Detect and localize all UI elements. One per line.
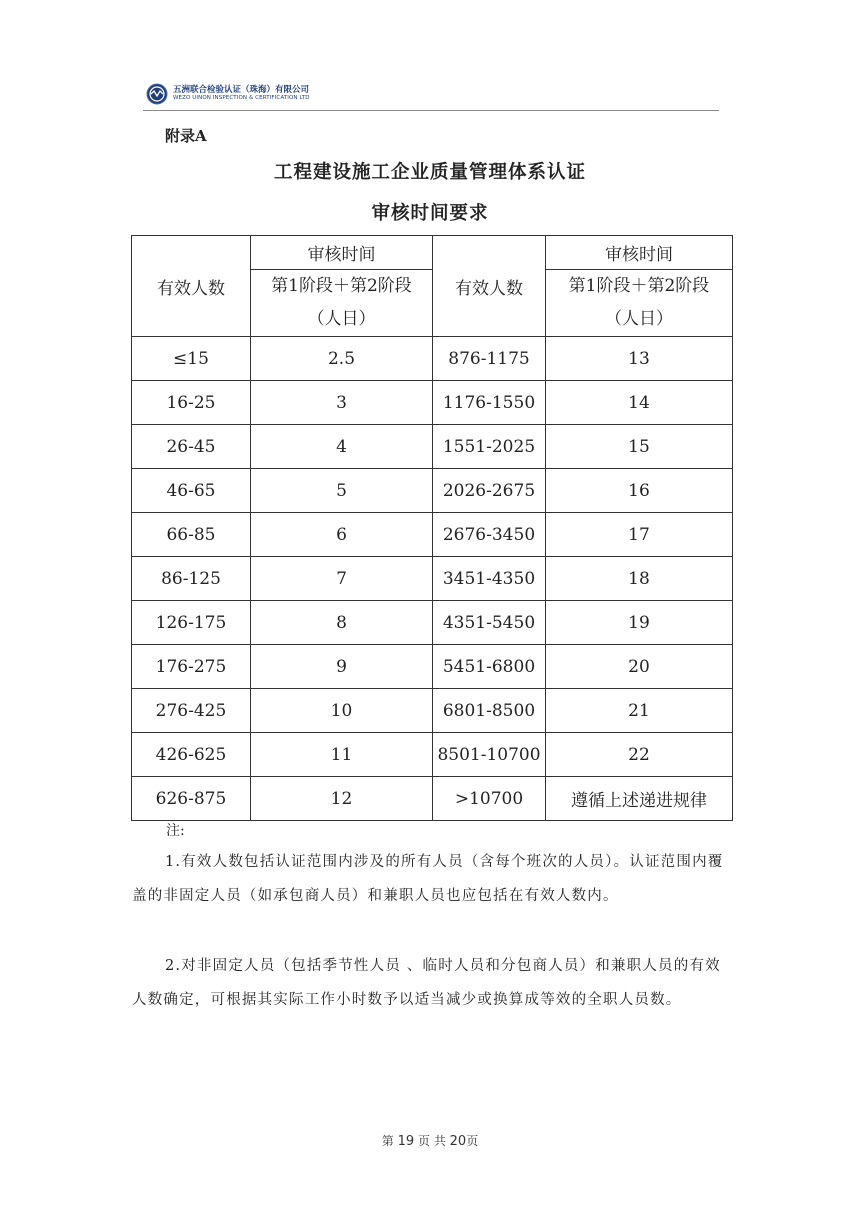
note-2: 2.对非固定人员（包括季节性人员 、临时人员和分包商人员）和兼职人员的有效人数确定，可根据其实际工作小时数予以适当减少或换算成等效的全职人员数。 xyxy=(132,958,721,1008)
document-subtitle: 审核时间要求 xyxy=(371,203,489,224)
footer-suffix: 页 xyxy=(466,1134,479,1148)
header-effective-persons: 有效人数 xyxy=(433,236,546,337)
cell-effective-persons: 5451-6800 xyxy=(433,645,546,689)
company-name-en: WEZO UINON INSPECTION & CERTIFICATION LTD xyxy=(173,95,310,101)
table-row xyxy=(132,601,733,645)
cell-effective-persons: 2026-2675 xyxy=(433,469,546,513)
cell-audit-days: 17 xyxy=(546,513,733,557)
cell-audit-days: 20 xyxy=(546,645,733,689)
table-row xyxy=(132,689,733,733)
cell-audit-days: 9 xyxy=(251,645,433,689)
header-stage: 第1阶段＋第2阶段 xyxy=(271,276,412,296)
cell-effective-persons: 3451-4350 xyxy=(433,557,546,601)
cell-effective-persons: 876-1175 xyxy=(433,337,546,381)
company-logo-icon xyxy=(146,83,168,105)
footer-prefix: 第 xyxy=(381,1134,394,1148)
table-header-row xyxy=(132,236,733,270)
cell-effective-persons: 46-65 xyxy=(132,469,251,513)
note-1: 1.有效人数包括认证范围内涉及的所有人员（含每个班次的人员）。认证范围内覆盖的非固定人员（如承包商人员）和兼职人员也应包括在有效人数内。 xyxy=(132,854,724,904)
audit-time-table xyxy=(131,235,733,821)
cell-effective-persons: 2676-3450 xyxy=(433,513,546,557)
cell-effective-persons: 8501-10700 xyxy=(433,733,546,777)
cell-effective-persons: 1176-1550 xyxy=(433,381,546,425)
cell-effective-persons: 66-85 xyxy=(132,513,251,557)
company-name-cn: 五洲联合检验认证（珠海）有限公司 xyxy=(173,85,310,95)
cell-effective-persons: 626-875 xyxy=(132,777,251,821)
cell-audit-days: 18 xyxy=(546,557,733,601)
cell-audit-days: 5 xyxy=(251,469,433,513)
header-stage: 第1阶段＋第2阶段 xyxy=(568,276,710,296)
page-footer xyxy=(0,1132,860,1149)
cell-audit-days: 6 xyxy=(251,513,433,557)
footer-middle: 页 共 xyxy=(418,1134,446,1148)
cell-audit-days: 3 xyxy=(251,381,433,425)
cell-audit-days: 22 xyxy=(546,733,733,777)
cell-effective-persons: >10700 xyxy=(433,777,546,821)
cell-audit-days: 8 xyxy=(251,601,433,645)
cell-effective-persons: 6801-8500 xyxy=(433,689,546,733)
cell-audit-days: 12 xyxy=(251,777,433,821)
cell-audit-days: 7 xyxy=(251,557,433,601)
header-stage-unit xyxy=(546,270,733,337)
cell-effective-persons: 176-275 xyxy=(132,645,251,689)
header-unit: （人日） xyxy=(307,309,376,329)
table-row xyxy=(132,425,733,469)
table-row xyxy=(132,337,733,381)
cell-effective-persons: 4351-5450 xyxy=(433,601,546,645)
audit-table-body xyxy=(132,236,733,821)
cell-effective-persons: 426-625 xyxy=(132,733,251,777)
document-title: 工程建设施工企业质量管理体系认证 xyxy=(273,162,586,183)
current-page-number: 19 xyxy=(397,1134,415,1149)
total-page-count: 20 xyxy=(449,1134,467,1149)
table-row xyxy=(132,645,733,689)
notes-label: 注: xyxy=(166,823,185,839)
table-row xyxy=(132,777,733,821)
cell-audit-days: 遵循上述递进规律 xyxy=(546,777,733,821)
cell-effective-persons: ≤15 xyxy=(132,337,251,381)
cell-effective-persons: 16-25 xyxy=(132,381,251,425)
page-header xyxy=(143,80,719,111)
header-unit: （人日） xyxy=(605,309,673,329)
table-row xyxy=(132,513,733,557)
table-row xyxy=(132,733,733,777)
cell-audit-days: 19 xyxy=(546,601,733,645)
cell-audit-days: 11 xyxy=(251,733,433,777)
cell-effective-persons: 276-425 xyxy=(132,689,251,733)
cell-effective-persons: 126-175 xyxy=(132,601,251,645)
cell-audit-days: 21 xyxy=(546,689,733,733)
cell-effective-persons: 26-45 xyxy=(132,425,251,469)
cell-effective-persons: 1551-2025 xyxy=(433,425,546,469)
cell-audit-days: 14 xyxy=(546,381,733,425)
cell-audit-days: 2.5 xyxy=(251,337,433,381)
table-row xyxy=(132,557,733,601)
table-row xyxy=(132,469,733,513)
header-effective-persons: 有效人数 xyxy=(132,236,251,337)
header-audit-time: 审核时间 xyxy=(251,236,433,270)
appendix-label: 附录A xyxy=(165,127,207,145)
table-row xyxy=(132,381,733,425)
cell-audit-days: 15 xyxy=(546,425,733,469)
cell-audit-days: 10 xyxy=(251,689,433,733)
cell-audit-days: 13 xyxy=(546,337,733,381)
header-stage-unit xyxy=(251,270,433,337)
cell-effective-persons: 86-125 xyxy=(132,557,251,601)
cell-audit-days: 16 xyxy=(546,469,733,513)
header-audit-time: 审核时间 xyxy=(546,236,733,270)
cell-audit-days: 4 xyxy=(251,425,433,469)
